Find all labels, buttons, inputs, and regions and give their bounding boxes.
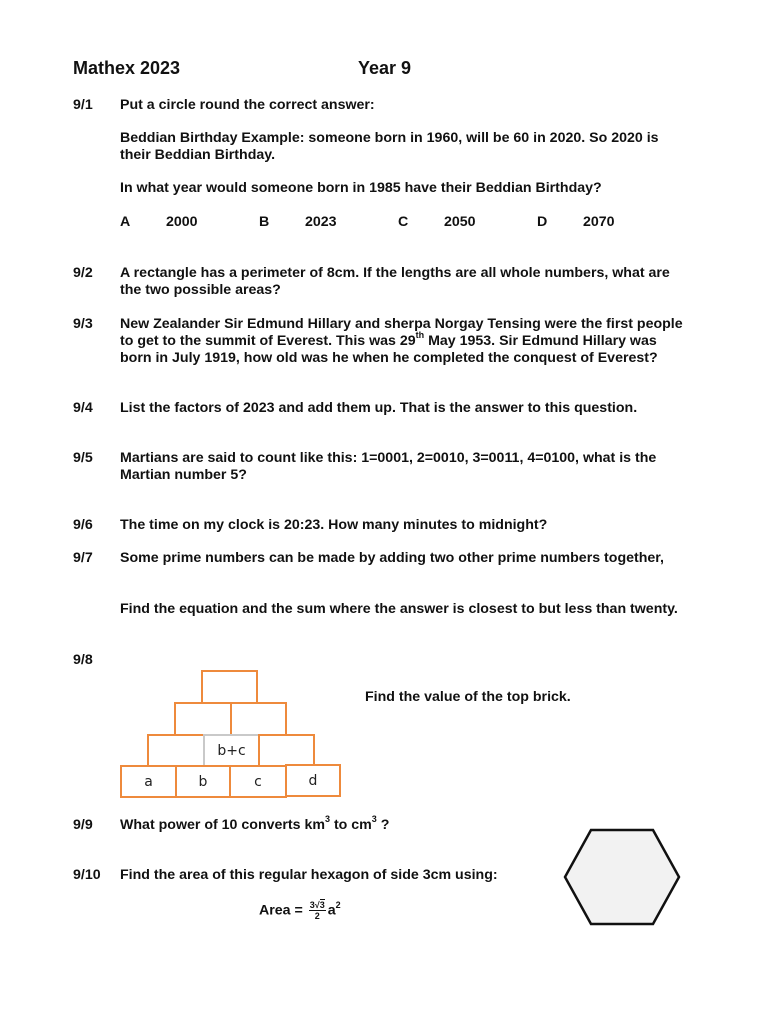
- question-number: 9/6: [73, 517, 93, 533]
- option-letter[interactable]: D: [537, 214, 548, 230]
- superscript: th: [415, 330, 425, 341]
- question-text-part: ?: [376, 817, 390, 833]
- brick: a: [120, 765, 177, 798]
- question-text: In what year would someone born in 1985 have their Beddian Birthday?: [120, 180, 602, 196]
- fraction-denominator: 2: [314, 911, 320, 921]
- year-label: Year 9: [358, 58, 412, 78]
- question-text: A rectangle has a perimeter of 8cm. If the lengths are all whole numbers, what are the two possible areas?: [120, 265, 670, 298]
- fraction-coefficient: 3: [309, 900, 315, 910]
- question-text: The time on my clock is 20:23. How many minutes to midnight?: [120, 517, 548, 533]
- question-number: 9/7: [73, 550, 93, 566]
- formula-variable: a: [327, 902, 336, 919]
- question-number: 9/2: [73, 265, 93, 281]
- formula-fraction: $\frac{3√3}{2}$: [309, 900, 325, 921]
- question-text: List the factors of 2023 and add them up. That is the answer to this question.: [120, 400, 638, 416]
- question-text: Some prime numbers can be made by adding two other prime numbers together,: [120, 550, 664, 566]
- fraction-root: 3: [319, 900, 325, 910]
- brick: d: [285, 764, 341, 797]
- question-text-continued: Find the equation and the sum where the answer is closest to but less than twenty.: [120, 601, 678, 617]
- question-text: [120, 814, 390, 834]
- question-text: Find the area of this regular hexagon of side 3cm using:: [120, 867, 498, 883]
- question-number: 9/10: [73, 867, 101, 883]
- brick: b: [175, 765, 231, 798]
- question-text-part: May 1953. Sir Edmund Hillary was born in July 1919, how old was he when he completed the conquest of Everest?: [120, 333, 658, 366]
- area-formula: [259, 900, 341, 921]
- question-instruction: Put a circle round the correct answer:: [120, 97, 375, 113]
- superscript: 3: [324, 814, 330, 825]
- page-title: Mathex 2023: [73, 58, 181, 78]
- question-number: 9/9: [73, 817, 93, 833]
- brick: [174, 702, 232, 736]
- option-letter[interactable]: C: [398, 214, 409, 230]
- brick: c: [229, 765, 287, 798]
- option-value[interactable]: 2050: [444, 214, 476, 230]
- option-letter[interactable]: B: [259, 214, 270, 230]
- question-number: 9/1: [73, 97, 93, 113]
- option-value[interactable]: 2070: [583, 214, 615, 230]
- brick: [258, 734, 315, 767]
- option-value[interactable]: 2023: [305, 214, 337, 230]
- question-example: Beddian Birthday Example: someone born in 1960, will be 60 in 2020. So 2020 is their Beddian Birthday.: [120, 130, 659, 163]
- question-text-part: New Zealander Sir Edmund Hillary and sherpa Norgay Tensing were the first people to get to the summit of Everest. This was 29: [120, 316, 683, 349]
- option-letter[interactable]: A: [120, 214, 131, 230]
- question-number: 9/3: [73, 316, 93, 332]
- hexagon-figure: [560, 826, 684, 928]
- brick: b+c: [203, 734, 260, 767]
- question-text: [120, 316, 685, 367]
- superscript: 3: [371, 814, 377, 825]
- question-text: Find the value of the top brick.: [365, 689, 571, 705]
- question-number: 9/5: [73, 450, 93, 466]
- brick: [147, 734, 205, 767]
- question-number: 9/4: [73, 400, 93, 416]
- question-number: 9/8: [73, 652, 93, 668]
- formula-exponent: 2: [335, 899, 341, 910]
- formula-label: Area =: [259, 902, 303, 919]
- question-text-part: What power of 10 converts km: [120, 817, 325, 833]
- brick-top: [201, 670, 258, 704]
- option-value[interactable]: 2000: [166, 214, 198, 230]
- hexagon-shape: [565, 830, 679, 924]
- brick: [230, 702, 287, 736]
- question-text: Martians are said to count like this: 1=0001, 2=0010, 3=0011, 4=0100, what is the Martian number 5?: [120, 450, 657, 483]
- question-text-part: to cm: [330, 817, 372, 833]
